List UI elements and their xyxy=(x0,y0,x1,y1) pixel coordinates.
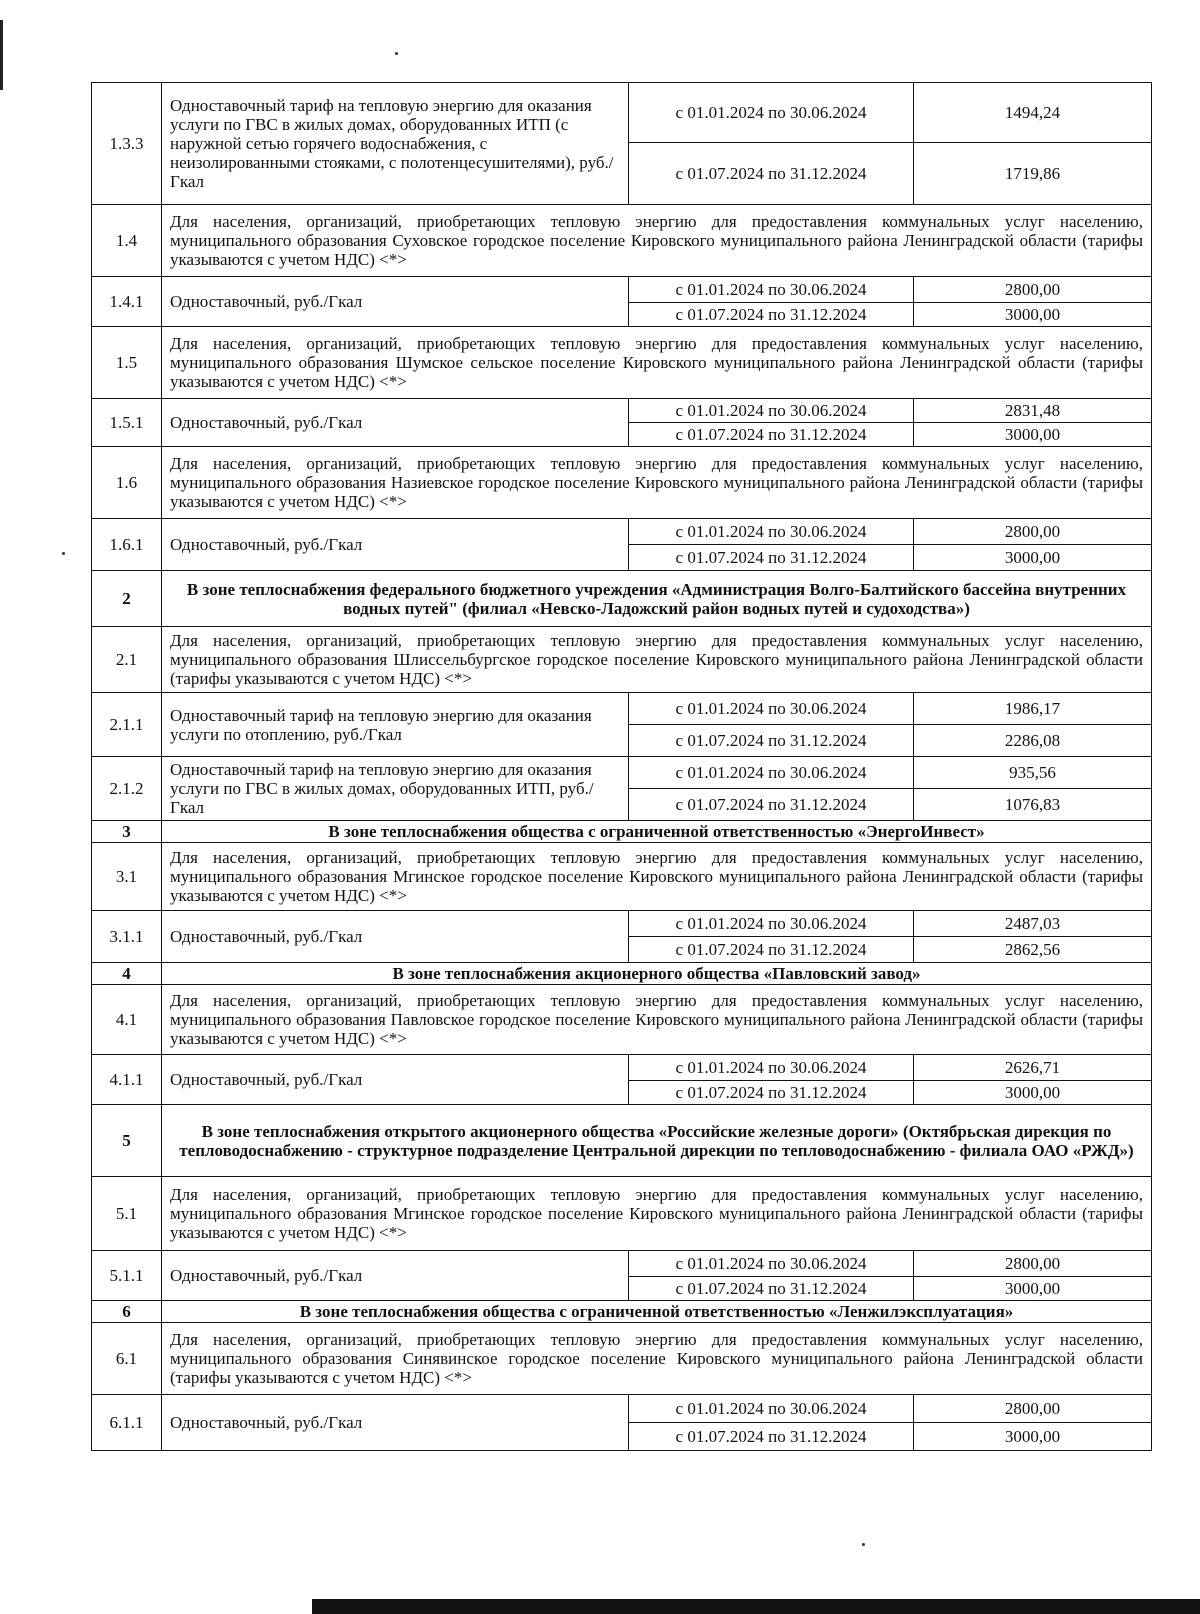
row-number: 1.6.1 xyxy=(92,519,162,571)
tariff-row xyxy=(92,693,1152,725)
value-cell: 2800,00 xyxy=(914,519,1152,545)
row-number: 4.1 xyxy=(92,985,162,1055)
tariff-row xyxy=(92,83,1152,143)
period-cell: с 01.01.2024 по 30.06.2024 xyxy=(629,1055,914,1081)
value-cell: 935,56 xyxy=(914,757,1152,789)
tariff-label: Одноставочный, руб./Гкал xyxy=(162,911,629,963)
scan-bottom-edge xyxy=(312,1599,1200,1614)
scan-speck xyxy=(862,1543,865,1546)
period-cell: с 01.01.2024 по 30.06.2024 xyxy=(629,1395,914,1423)
tariff-row xyxy=(92,911,1152,937)
value-cell: 1719,86 xyxy=(914,143,1152,205)
value-cell: 2800,00 xyxy=(914,277,1152,303)
group-description: Для населения, организаций, приобретающих тепловую энергию для предоставления коммунальных услуг населению, муниципального образования Мгинское городское поселение Кировского муниципального района Ленинградской области (тарифы указываются с учетом НДС) <*> xyxy=(162,843,1152,911)
row-number: 3.1 xyxy=(92,843,162,911)
tariff-row xyxy=(92,519,1152,545)
value-cell: 3000,00 xyxy=(914,545,1152,571)
value-cell: 2626,71 xyxy=(914,1055,1152,1081)
zone-row xyxy=(92,1301,1152,1323)
value-cell: 3000,00 xyxy=(914,1423,1152,1451)
value-cell: 2862,56 xyxy=(914,937,1152,963)
group-row xyxy=(92,627,1152,693)
row-number: 6 xyxy=(92,1301,162,1323)
period-cell: с 01.01.2024 по 30.06.2024 xyxy=(629,693,914,725)
row-number: 4 xyxy=(92,963,162,985)
scan-speck xyxy=(395,52,398,55)
zone-heading: В зоне теплоснабжения акционерного общества «Павловский завод» xyxy=(162,963,1152,985)
value-cell: 1076,83 xyxy=(914,789,1152,821)
tariff-table-body xyxy=(92,83,1152,1451)
row-number: 4.1.1 xyxy=(92,1055,162,1105)
zone-heading: В зоне теплоснабжения общества с ограниченной ответственностью «Ленжилэксплуатация» xyxy=(162,1301,1152,1323)
period-cell: с 01.07.2024 по 31.12.2024 xyxy=(629,1423,914,1451)
zone-heading: В зоне теплоснабжения федерального бюджетного учреждения «Администрация Волго-Балтийского бассейна внутренних водных путей" (филиал «Невско-Ладожский район водных путей и судоходства») xyxy=(162,571,1152,627)
zone-row xyxy=(92,571,1152,627)
row-number: 2.1.1 xyxy=(92,693,162,757)
group-row xyxy=(92,985,1152,1055)
group-description: Для населения, организаций, приобретающих тепловую энергию для предоставления коммунальных услуг населению, муниципального образования Павловское городское поселение Кировского муниципального района Ленинградской области (тарифы указываются с учетом НДС) <*> xyxy=(162,985,1152,1055)
period-cell: с 01.07.2024 по 31.12.2024 xyxy=(629,423,914,447)
tariff-row xyxy=(92,277,1152,303)
value-cell: 2487,03 xyxy=(914,911,1152,937)
value-cell: 3000,00 xyxy=(914,1081,1152,1105)
row-number: 3 xyxy=(92,821,162,843)
group-row xyxy=(92,1177,1152,1251)
period-cell: с 01.07.2024 по 31.12.2024 xyxy=(629,789,914,821)
period-cell: с 01.07.2024 по 31.12.2024 xyxy=(629,545,914,571)
row-number: 6.1.1 xyxy=(92,1395,162,1451)
tariff-label: Одноставочный, руб./Гкал xyxy=(162,399,629,447)
tariff-row xyxy=(92,399,1152,423)
tariff-label: Одноставочный, руб./Гкал xyxy=(162,519,629,571)
tariff-row xyxy=(92,757,1152,789)
tariff-label: Одноставочный, руб./Гкал xyxy=(162,1251,629,1301)
value-cell: 3000,00 xyxy=(914,303,1152,327)
row-number: 6.1 xyxy=(92,1323,162,1395)
tariff-label: Одноставочный тариф на тепловую энергию для оказания услуги по отоплению, руб./Гкал xyxy=(162,693,629,757)
period-cell: с 01.07.2024 по 31.12.2024 xyxy=(629,1081,914,1105)
value-cell: 1494,24 xyxy=(914,83,1152,143)
row-number: 1.6 xyxy=(92,447,162,519)
period-cell: с 01.07.2024 по 31.12.2024 xyxy=(629,937,914,963)
period-cell: с 01.07.2024 по 31.12.2024 xyxy=(629,303,914,327)
period-cell: с 01.01.2024 по 30.06.2024 xyxy=(629,519,914,545)
row-number: 2.1.2 xyxy=(92,757,162,821)
period-cell: с 01.01.2024 по 30.06.2024 xyxy=(629,911,914,937)
group-description: Для населения, организаций, приобретающих тепловую энергию для предоставления коммунальных услуг населению, муниципального образования Синявинское городское поселение Кировского муниципального района Ленинградской области (тарифы указываются с учетом НДС) <*> xyxy=(162,1323,1152,1395)
group-row xyxy=(92,843,1152,911)
period-cell: с 01.01.2024 по 30.06.2024 xyxy=(629,399,914,423)
scan-edge-mark xyxy=(0,20,3,90)
period-cell: с 01.07.2024 по 31.12.2024 xyxy=(629,1277,914,1301)
period-cell: с 01.01.2024 по 30.06.2024 xyxy=(629,277,914,303)
period-cell: с 01.07.2024 по 31.12.2024 xyxy=(629,725,914,757)
tariff-row xyxy=(92,1251,1152,1277)
value-cell: 2800,00 xyxy=(914,1395,1152,1423)
scan-speck xyxy=(62,552,65,555)
row-number: 2.1 xyxy=(92,627,162,693)
row-number: 1.5 xyxy=(92,327,162,399)
group-row xyxy=(92,447,1152,519)
value-cell: 3000,00 xyxy=(914,423,1152,447)
group-row xyxy=(92,1323,1152,1395)
row-number: 1.3.3 xyxy=(92,83,162,205)
row-number: 2 xyxy=(92,571,162,627)
value-cell: 2831,48 xyxy=(914,399,1152,423)
tariff-label: Одноставочный, руб./Гкал xyxy=(162,277,629,327)
group-description: Для населения, организаций, приобретающих тепловую энергию для предоставления коммунальных услуг населению, муниципального образования Мгинское городское поселение Кировского муниципального района Ленинградской области (тарифы указываются с учетом НДС) <*> xyxy=(162,1177,1152,1251)
group-row xyxy=(92,327,1152,399)
zone-row xyxy=(92,1105,1152,1177)
group-description: Для населения, организаций, приобретающих тепловую энергию для предоставления коммунальных услуг населению, муниципального образования Шлиссельбургское городское поселение Кировского муниципального района Ленинградской области (тарифы указываются с учетом НДС) <*> xyxy=(162,627,1152,693)
zone-heading: В зоне теплоснабжения общества с ограниченной ответственностью «ЭнергоИнвест» xyxy=(162,821,1152,843)
group-row xyxy=(92,205,1152,277)
tariff-row xyxy=(92,1055,1152,1081)
row-number: 1.5.1 xyxy=(92,399,162,447)
tariff-table xyxy=(91,82,1152,1451)
row-number: 3.1.1 xyxy=(92,911,162,963)
group-description: Для населения, организаций, приобретающих тепловую энергию для предоставления коммунальных услуг населению, муниципального образования Назиевское городское поселение Кировского муниципального района Ленинградской области (тарифы указываются с учетом НДС) <*> xyxy=(162,447,1152,519)
value-cell: 3000,00 xyxy=(914,1277,1152,1301)
tariff-label: Одноставочный тариф на тепловую энергию для оказания услуги по ГВС в жилых домах, оборудованных ИТП, руб./Гкал xyxy=(162,757,629,821)
row-number: 5.1 xyxy=(92,1177,162,1251)
period-cell: с 01.07.2024 по 31.12.2024 xyxy=(629,143,914,205)
value-cell: 2800,00 xyxy=(914,1251,1152,1277)
period-cell: с 01.01.2024 по 30.06.2024 xyxy=(629,83,914,143)
value-cell: 2286,08 xyxy=(914,725,1152,757)
row-number: 5 xyxy=(92,1105,162,1177)
tariff-row xyxy=(92,1395,1152,1423)
group-description: Для населения, организаций, приобретающих тепловую энергию для предоставления коммунальных услуг населению, муниципального образования Суховское городское поселение Кировского муниципального района Ленинградской области (тарифы указываются с учетом НДС) <*> xyxy=(162,205,1152,277)
tariff-label: Одноставочный, руб./Гкал xyxy=(162,1055,629,1105)
value-cell: 1986,17 xyxy=(914,693,1152,725)
zone-row xyxy=(92,821,1152,843)
zone-heading: В зоне теплоснабжения открытого акционерного общества «Российские железные дороги» (Октябрьская дирекция по тепловодоснабжению - структурное подразделение Центральной дирекции по тепловодоснабжению - филиала ОАО «РЖД») xyxy=(162,1105,1152,1177)
row-number: 1.4 xyxy=(92,205,162,277)
tariff-label: Одноставочный тариф на тепловую энергию для оказания услуги по ГВС в жилых домах, оборудованных ИТП (с наружной сетью горячего водоснабжения, с неизолированными стояками, с полотенцесушителями), руб./Гкал xyxy=(162,83,629,205)
period-cell: с 01.01.2024 по 30.06.2024 xyxy=(629,1251,914,1277)
row-number: 1.4.1 xyxy=(92,277,162,327)
zone-row xyxy=(92,963,1152,985)
tariff-label: Одноставочный, руб./Гкал xyxy=(162,1395,629,1451)
period-cell: с 01.01.2024 по 30.06.2024 xyxy=(629,757,914,789)
group-description: Для населения, организаций, приобретающих тепловую энергию для предоставления коммунальных услуг населению, муниципального образования Шумское сельское поселение Кировского муниципального района Ленинградской области (тарифы указываются с учетом НДС) <*> xyxy=(162,327,1152,399)
row-number: 5.1.1 xyxy=(92,1251,162,1301)
